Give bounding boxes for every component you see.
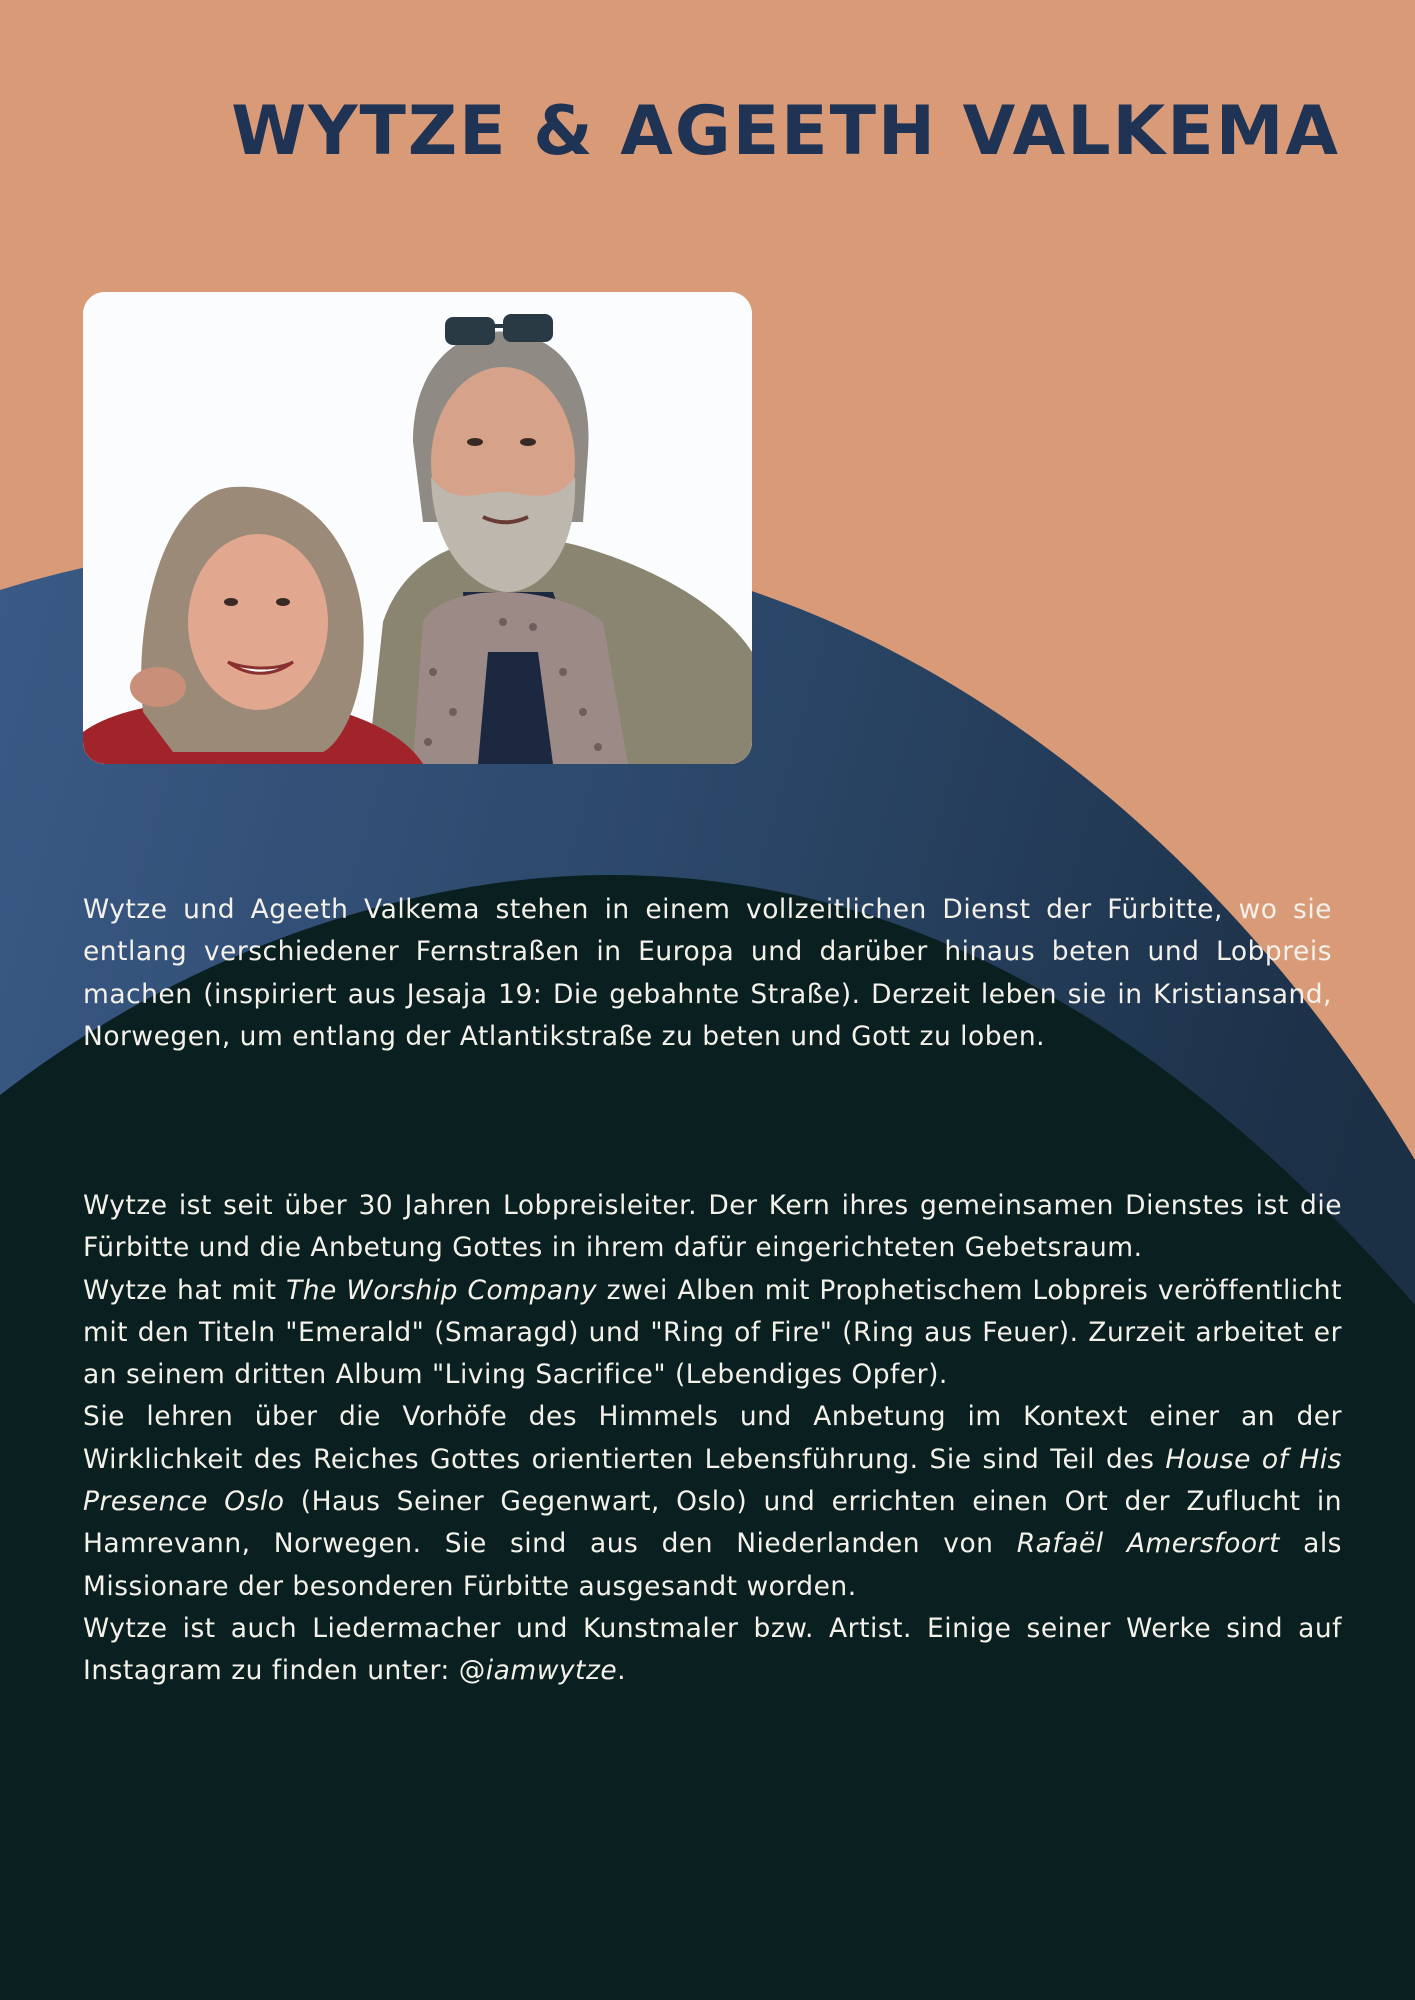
couple-illustration — [83, 292, 752, 764]
body-paragraph-3: Sie lehren über die Vorhöfe des Himmels und Anbetung im Kontext einer an der Wirklichkeit des Reiches Gottes orientierten Lebensführung. Sie sind Teil des House of His Presence Oslo (Haus Seiner Gegenwart, Oslo) und errichten einen Ort der Zuflucht in Hamrevann, Norwegen. Sie sind aus den Niederlanden von Rafaël Amersfoort als Missionare der besonderen Fürbitte ausgesandt worden. — [83, 1401, 1342, 1602]
man-hand — [130, 667, 186, 707]
body-paragraph-2: Wytze hat mit The Worship Company zwei Alben mit Prophetischem Lobpreis veröffentlicht mit den Titeln "Emerald" (Smaragd) und "Ring of Fire" (Ring aus Feuer). Zurzeit arbeitet er an seinem dritten Album "Living Sacrifice" (Lebendiges Opfer). — [83, 1274, 1342, 1391]
intro-paragraph — [83, 889, 1332, 1058]
body-paragraph-1: Wytze ist seit über 30 Jahren Lobpreisleiter. Der Kern ihres gemeinsamen Dienstes ist die Fürbitte und die Anbetung Gottes in ihrem dafür eingerichteten Gebetsraum. — [83, 1190, 1342, 1264]
page-title: WYTZE & AGEETH VALKEMA — [231, 92, 1340, 171]
intro-text: Wytze und Ageeth Valkema stehen in einem vollzeitlichen Dienst der Fürbitte, wo sie entlang verschiedener Fernstraßen in Europa und darüber hinaus beten und Lobpreis machen (inspiriert aus Jesaja 19: Die gebahnte Straße). Derzeit leben sie in Kristiansand, Norwegen, um entlang der Atlantikstraße zu beten und Gott zu loben. — [83, 894, 1332, 1052]
instagram-handle[interactable]: @iamwytze — [458, 1655, 618, 1687]
organization-name: House of His Presence Oslo — [83, 1443, 1342, 1518]
woman-face — [188, 534, 328, 710]
album-company-name: The Worship Company — [286, 1274, 598, 1306]
couple-photo — [83, 292, 752, 764]
body-paragraph-4: Wytze ist auch Liedermacher und Kunstmaler bzw. Artist. Einige seiner Werke sind auf Instagram zu finden unter: @iamwytze. — [83, 1612, 1342, 1687]
sending-person-name: Rafaël Amersfoort — [1016, 1528, 1280, 1560]
biography-text — [83, 1185, 1342, 1693]
